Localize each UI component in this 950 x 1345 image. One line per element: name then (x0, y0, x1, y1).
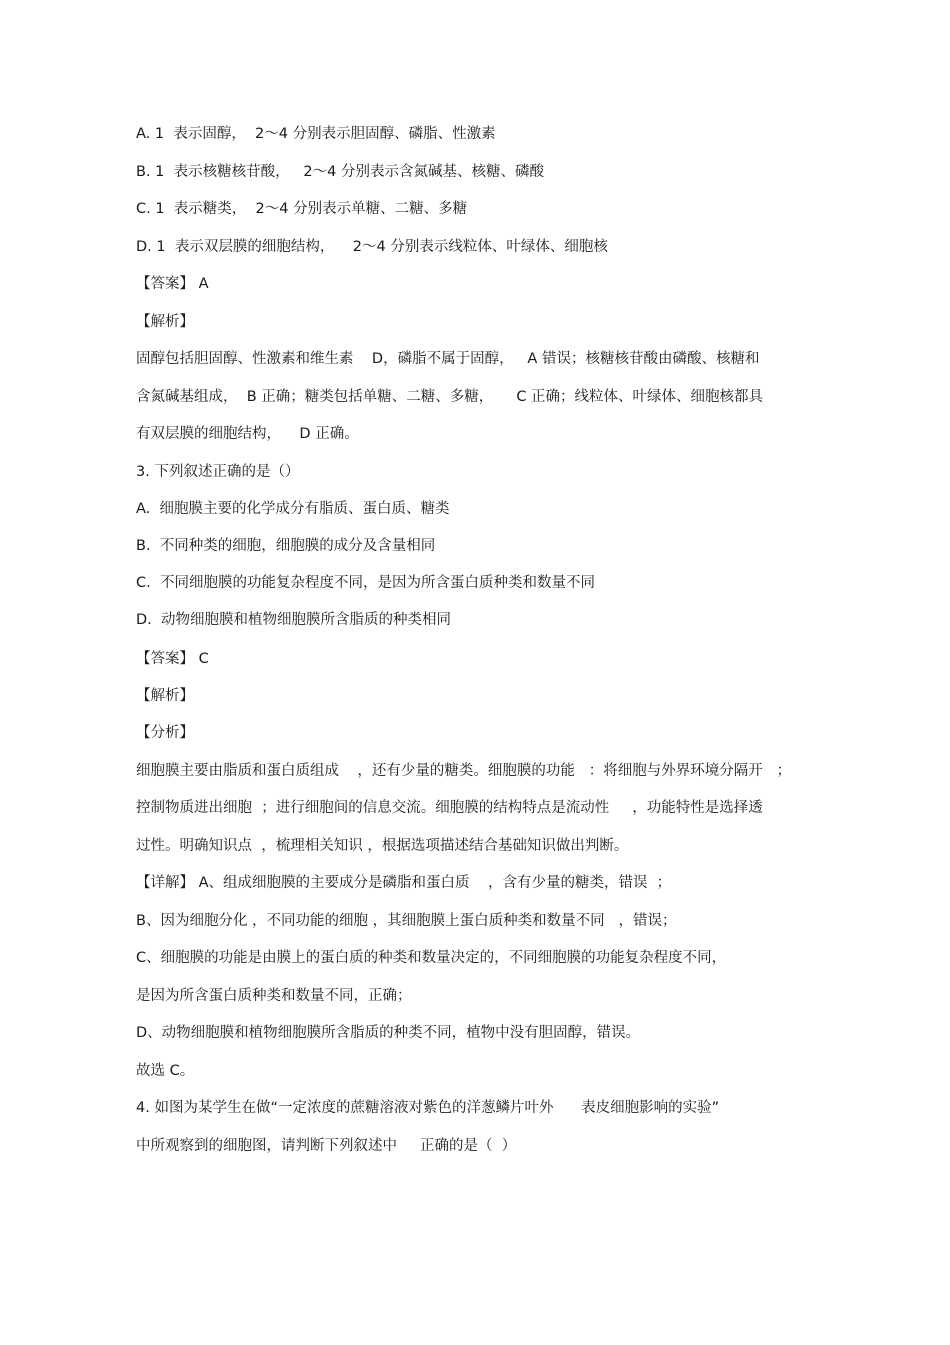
option-d-q2: D. 1 表示双层膜的细胞结构， 2～4 分别表示线粒体、叶绿体、细胞核 (136, 239, 608, 255)
detail-q3-line-4: 是因为所含蛋白质种类和数量不同，正确； (136, 988, 412, 1004)
detail-q3-line-5: D、动物细胞膜和植物细胞膜所含脂质的种类不同，植物中没有胆固醇，错误。 (136, 1025, 641, 1041)
question-4-stem-line-1: 4. 如图为某学生在做“一定浓度的蔗糖溶液对紫色的洋葱鳞片叶外 表皮细胞影响的实验” (136, 1100, 720, 1116)
analysis-q3-line-2: 控制物质进出细胞 ；进行细胞间的信息交流。细胞膜的结构特点是流动性 ，功能特性是选择透 (136, 800, 763, 816)
option-c-q2: C. 1 表示糖类， 2～4 分别表示单糖、二糖、多糖 (136, 201, 468, 217)
analysis-text-line-2: 含氮碱基组成， B 正确；糖类包括单糖、二糖、多糖， C 正确；线粒体、叶绿体、细胞核都具 (136, 389, 764, 405)
detail-q3-line-1: 【详解】 A、组成细胞膜的主要成分是磷脂和蛋白质 ，含有少量的糖类，错误 ； (136, 875, 672, 891)
answer-q3: 【答案】 C (136, 651, 209, 667)
question-3-stem: 3. 下列叙述正确的是（） (136, 464, 300, 480)
answer-q2: 【答案】 A (136, 276, 209, 292)
analysis-heading-q3: 【解析】 (136, 688, 194, 704)
analysis-text-line-1: 固醇包括胆固醇、性激素和维生素 D，磷脂不属于固醇， A 错误；核糖核苷酸由磷酸、核糖和 (136, 351, 760, 367)
option-a-q2: A. 1 表示固醇， 2～4 分别表示胆固醇、磷脂、性激素 (136, 126, 496, 142)
detail-q3-line-3: C、细胞膜的功能是由膜上的蛋白质的种类和数量决定的，不同细胞膜的功能复杂程度不同， (136, 950, 727, 966)
analysis-q3-line-1: 细胞膜主要由脂质和蛋白质组成 ，还有少量的糖类。细胞膜的功能 ：将细胞与外界环境分隔开 ； (136, 763, 792, 779)
option-a-q3: A. 细胞膜主要的化学成分有脂质、蛋白质、糖类 (136, 501, 450, 517)
option-b-q2: B. 1 表示核糖核苷酸， 2～4 分别表示含氮碱基、核糖、磷酸 (136, 164, 544, 180)
option-d-q3: D. 动物细胞膜和植物细胞膜所含脂质的种类相同 (136, 612, 451, 628)
detail-q3-line-2: B、因为细胞分化 ，不同功能的细胞 ，其细胞膜上蛋白质种类和数量不同 ，错误； (136, 913, 677, 929)
analysis-q3-line-3: 过性。明确知识点 ，梳理相关知识 ，根据选项描述结合基础知识做出判断。 (136, 838, 629, 854)
question-4-stem-line-2: 中所观察到的细胞图，请判断下列叙述中 正确的是（ ） (136, 1138, 517, 1154)
option-c-q3: C. 不同细胞膜的功能复杂程度不同，是因为所含蛋白质种类和数量不同 (136, 575, 595, 591)
analysis-subheading-q3: 【分析】 (136, 725, 194, 741)
analysis-text-line-3: 有双层膜的细胞结构， D 正确。 (136, 426, 359, 442)
choice-q3: 故选 C。 (136, 1063, 195, 1079)
analysis-heading-q2: 【解析】 (136, 314, 194, 330)
option-b-q3: B. 不同种类的细胞，细胞膜的成分及含量相同 (136, 538, 436, 554)
